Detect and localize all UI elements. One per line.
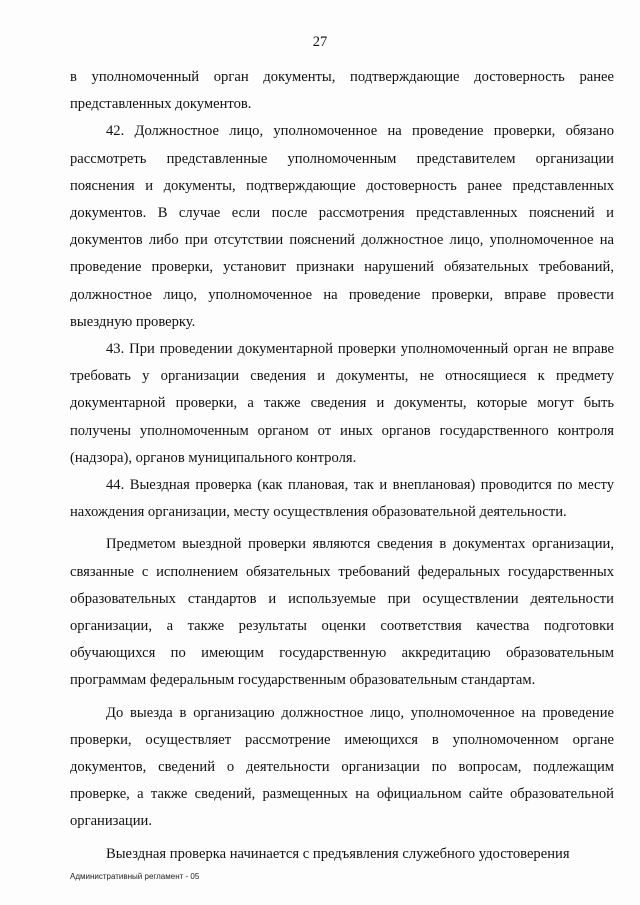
paragraph-44: 44. Выездная проверка (как плановая, так и внеплановая) проводится по месту нахождения организации, месту осуществления образовательной деятельности. xyxy=(70,477,614,521)
paragraph-continuation: в уполномоченный орган документы, подтверждающие достоверность ранее представленных документов. xyxy=(70,69,614,113)
page-number: 27 xyxy=(312,34,328,50)
document-body xyxy=(70,64,614,868)
paragraph-43: 43. При проведении документарной проверки уполномоченный орган не вправе требовать у организации сведения и документы, не относящиеся к предмету документарной проверки, а также сведения и документы, которые могут быть получены уполномоченным органом от иных органов государственного контроля (надзора), органов муниципального контроля. xyxy=(70,341,614,466)
footer-label: Административный регламент - 05 xyxy=(70,872,200,881)
paragraph-42: 42. Должностное лицо, уполномоченное на проведение проверки, обязано рассмотреть представленные уполномоченным представителем организации пояснения и документы, подтверждающие достоверность ранее представленных документов. В случае если после рассмотрения представленных пояснений и документов либо при отсутствии пояснений должностное лицо, уполномоченное на проведение проверки, установит признаки нарушений обязательных требований, должностное лицо, уполномоченное на проведение проверки, вправе провести выездную проверку. xyxy=(70,123,614,330)
paragraph-preparation: До выезда в организацию должностное лицо, уполномоченное на проведение проверки, осуществляет рассмотрение имеющихся в уполномоченном органе документов, сведений о деятельности организации по вопросам, подлежащим проверке, а также сведений, размещенных на официальном сайте образовательной организации. xyxy=(70,704,614,830)
paragraph-subject: Предметом выездной проверки являются сведения в документах организации, связанные с исполнением обязательных требований федеральных государственных образовательных стандартов и используемые при осуществлении деятельности организации, а также результаты оценки соответствия качества подготовки обучающихся по имеющим государственную аккредитацию образовательным программам федеральным государственным образовательным стандартам. xyxy=(70,536,614,689)
paragraph-start: Выездная проверка начинается с предъявления служебного удостоверения xyxy=(106,845,570,862)
